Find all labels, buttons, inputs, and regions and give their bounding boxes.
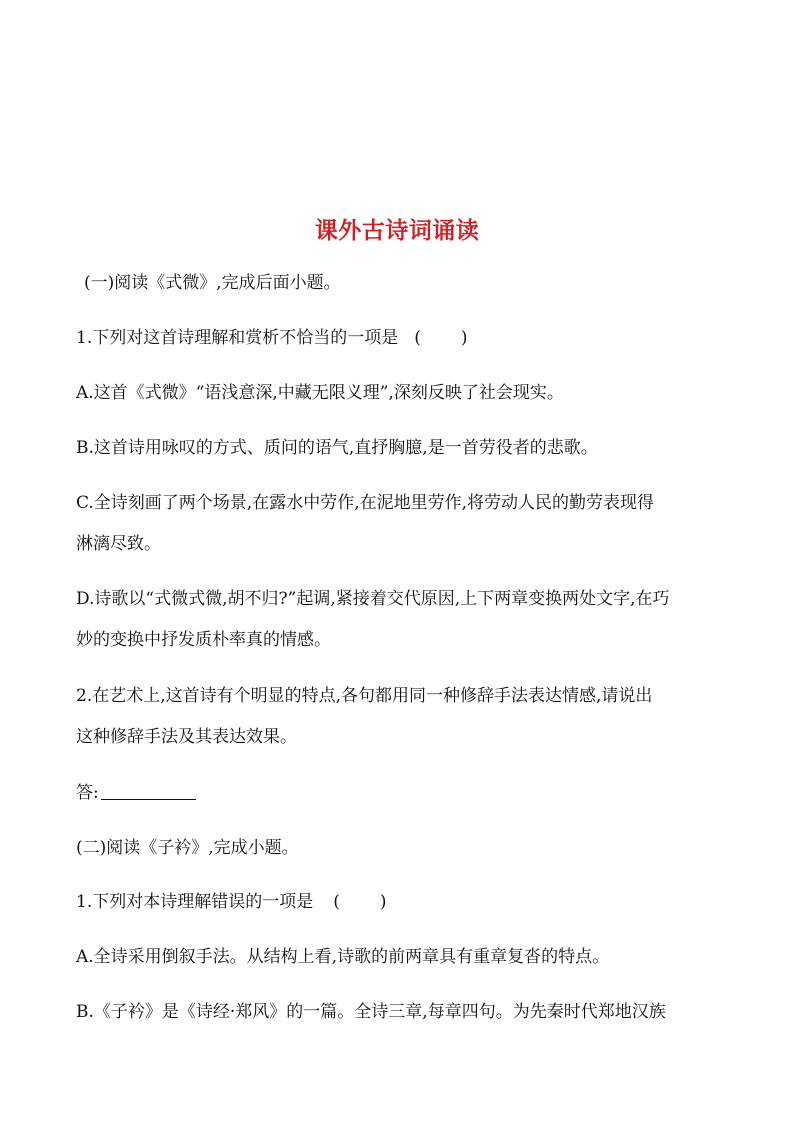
- paren-open: (: [414, 328, 421, 348]
- answer-line: [76, 780, 720, 806]
- section1-option-c-line2: 淋漓尽致。: [76, 534, 161, 554]
- section1-option-d-line1: D.诗歌以“式微式微,胡不归?”起调,紧接着交代原因,上下两章变换两处文字,在巧: [76, 589, 670, 609]
- question-stem: 1.下列对这首诗理解和赏析不恰当的一项是: [76, 328, 399, 348]
- section2-option-b: B.《子衿》是《诗经·郑风》的一篇。全诗三章,每章四句。为先秦时代郑地汉族: [76, 1002, 666, 1022]
- section1-heading: (一)阅读《式微》,完成后面小题。: [84, 273, 341, 293]
- section2-heading: (二)阅读《子衿》,完成小题。: [76, 838, 299, 858]
- paren-close: ): [379, 892, 387, 912]
- section1-option-b: B.这首诗用咏叹的方式、质问的语气,直抒胸臆,是一首劳役者的悲歌。: [76, 438, 598, 458]
- section1-question2-line2: 这种修辞手法及其表达效果。: [76, 727, 297, 747]
- section1-option-a: A.这首《式微》“语浅意深,中藏无限义理”,深刻反映了社会现实。: [76, 383, 564, 403]
- answer-blank[interactable]: [101, 781, 196, 800]
- section1-question1: [76, 325, 720, 351]
- section2-option-a: A.全诗采用倒叙手法。从结构上看,诗歌的前两章具有重章复沓的特点。: [76, 947, 610, 967]
- page-title: 课外古诗词诵读: [314, 218, 480, 244]
- paren-close: ): [460, 328, 468, 348]
- question-stem: 1.下列对本诗理解错误的一项是: [76, 892, 314, 912]
- section1-option-c-line1: C.全诗刻画了两个场景,在露水中劳作,在泥地里劳作,将劳动人民的勤劳表现得: [76, 493, 655, 513]
- answer-label: 答:: [76, 783, 99, 803]
- section2-question1: [76, 889, 720, 915]
- section1-question2-line1: 2.在艺术上,这首诗有个明显的特点,各句都用同一种修辞手法表达情感,请说出: [76, 686, 653, 706]
- section1-option-d-line2: 妙的变换中抒发质朴率真的情感。: [76, 630, 331, 650]
- paren-open: (: [333, 892, 340, 912]
